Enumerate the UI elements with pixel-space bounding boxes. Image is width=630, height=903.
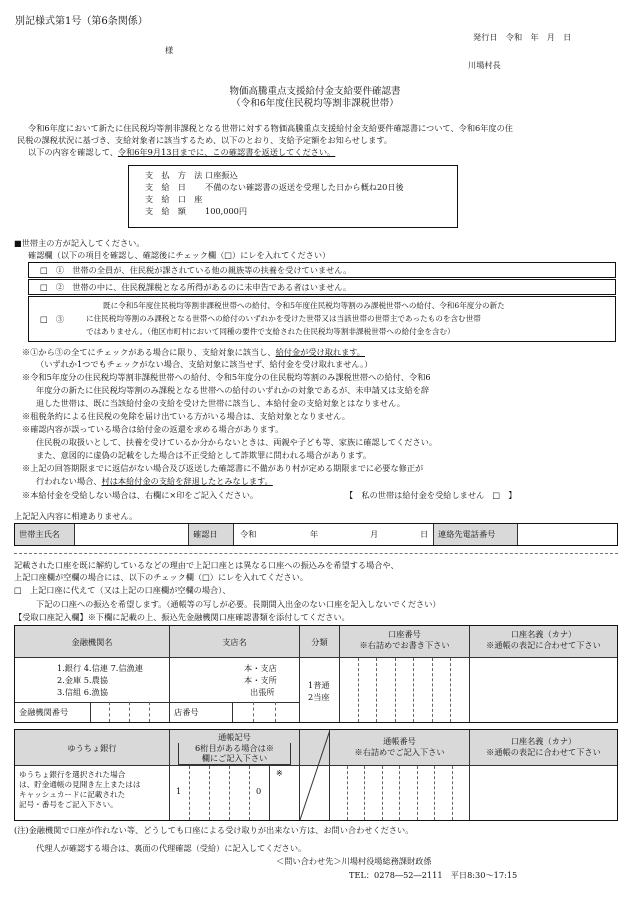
bank-type-line-1: 1.銀行 4.信連 7.信漁連 (57, 663, 143, 673)
page-title: 物価高騰重点支援給付金支給要件確認書 (229, 86, 401, 97)
change-line-1: 記載された口座を既に解約しているなどの理由で上記口座とは異なる口座への振込みを希望する場合や、 (14, 560, 399, 570)
bank-name-cell[interactable] (15, 658, 170, 722)
note-5-line-2: 行われない場合、村は本給付金の支給を辞退したとみなします。 (36, 476, 273, 486)
bank-code-label: 金融機関番号 (19, 707, 69, 717)
account-type-2: 2当座 (308, 692, 330, 702)
footer-contact: ＜問い合わせ先＞川場村役場総務課財政係 (276, 856, 432, 866)
symbol-digit-6: ※ (276, 768, 283, 778)
check-item-3-line-2: に住民税均等割のみ課税となる世帯への給付のいずれかを受けた世帯又は当該世帯の世帯主であったものを含む世帯 (86, 314, 481, 323)
note-6: ※本給付金を受給しない場合は、右欄に×印をご記入ください。 (22, 490, 259, 500)
note-2-line-2: 年度分の新たに住民税均等割のみ課税となる世帯への給付のいずれかの対象であるが、未申請又は支給を辞 (36, 385, 430, 395)
note-1-sub: （いずれか1つでもチェックがない場合、支給対象に該当せず、給付金を受け取れません。） (36, 359, 373, 369)
col-account: 口座番号 ※右詰めでお書き下さい (340, 626, 470, 658)
payment-method-label: 支 払 方 法 (145, 170, 203, 180)
note-2-line-1: ※令和5年度分の住民税均等割非課税世帯への給付、令和5年度分の住民税均等割のみ課税世帯への給付、令和6 (22, 372, 431, 382)
note-5-line-1: ※上記の回答期限までに返信がない場合及び返送した確認書に不備があり村が定める期限までに必要な修正が (22, 463, 424, 473)
household-instruction: 確認欄（以下の項目を確認し、確認後にチェック欄（□）にレを入れてください） (28, 250, 331, 260)
branch-type-1: 本・支店 (244, 663, 277, 673)
note-4-line-3: また、意図的に虚偽の記載をした場合は不正受給として詐欺罪に問われる場合があります。 (36, 450, 372, 460)
household-heading: ■世帯主の方が記入してください。 (14, 238, 145, 248)
intro-line-2: 民税の課税状況に基づき、支給対象者に該当するため、以下のとおり、支給予定額をお知らせします。 (17, 135, 393, 145)
account-type-cell[interactable] (300, 658, 340, 722)
yucho-col-symbol: 通帳記号 6桁目がある場合は※ 欄にご記入下さい (170, 730, 300, 766)
footer-note: (注)金融機関で口座が作れない等、どうしても口座による受け取りが出来ない方は、お問い合わせください。 (14, 825, 414, 835)
check-item-1-text: □ ① 世帯の全員が、住民税が課されている他の親族等の扶養を受けていません。 (40, 265, 352, 275)
bank-type-line-2: 2.金庫 5.農協 (57, 675, 108, 685)
confirm-statement: 上記記入内容に相違ありません。 (14, 511, 138, 521)
confirm-row (14, 523, 618, 546)
day-label: 日 (420, 529, 429, 539)
page-subtitle: （令和6年度住民税均等割非課税世帯） (231, 98, 399, 109)
note-4-line-2: 住民税の取扱いとして、扶養を受けているか分からないときは、両親や子ども等、家族に確認してください。 (36, 437, 438, 447)
intro-deadline: 以下の内容を確認して、令和6年9月13日までに、この確認書を返送してください。 (28, 147, 336, 157)
holder-name-field[interactable] (75, 524, 189, 545)
payment-amount-value: 100,000円 (205, 206, 248, 216)
branch-type-3: 出張所 (250, 687, 275, 697)
col-type: 分類 (300, 626, 340, 658)
diagonal-line (300, 730, 330, 820)
footer-proxy: 代理人が確認する場合は、裏面の代理確認（受給）に記入してください。 (36, 843, 307, 853)
note-4-line-1: ※確認内容が誤っている場合は給付金の返還を求める場合があります。 (22, 424, 284, 434)
account-holder-cell[interactable] (470, 658, 617, 722)
decline-checkbox[interactable]: 【 私の世帯は給付金を受給しません □ 】 (345, 490, 517, 500)
check-item-2-text: □ ② 世帯の中に、住民税課税となる所得があるのに未申告である者はいません。 (40, 282, 352, 292)
yucho-divider (300, 730, 330, 820)
check-item-3-line-1: 既に令和5年度住民税均等割非課税世帯への給付、令和5年度住民税均等割のみ課税世帯への給付、令和6年度分の新た (103, 301, 505, 310)
account-number-cell[interactable] (340, 658, 470, 722)
change-line-3: 下記の口座への振込を希望します。（通帳等の写しが必要。長期間入出金のない口座を記入しないでください） (36, 599, 441, 609)
change-account-checkbox[interactable]: □ 上記口座に代えて（又は上記の口座欄が空欄の場合）、 (14, 585, 231, 595)
confirm-date-field[interactable] (234, 524, 434, 545)
payment-date-value: 不備のない確認書の返送を受理した日から概ね20日後 (205, 182, 404, 192)
month-label: 月 (370, 529, 379, 539)
payment-method-value: 口座振込 (205, 170, 238, 180)
era-label: 令和 (240, 529, 257, 539)
phone-field[interactable] (518, 524, 617, 545)
year-label: 年 (310, 529, 319, 539)
symbol-digit-5: 0 (250, 766, 270, 820)
symbol-digit-1: 1 (170, 766, 190, 820)
note-3: ※租税条約による住民税の免除を届け出ている方がいる場合は、支給対象となりません。 (22, 411, 350, 421)
holder-name-label: 世帯主氏名 (15, 524, 75, 545)
branch-code-boxes[interactable] (232, 702, 300, 722)
yucho-col-name: ゆうちょ銀行 (15, 730, 170, 766)
bank-code-boxes[interactable] (90, 702, 170, 722)
branch-code-label: 店番号 (174, 707, 199, 717)
note-1: ※①から③の全てにチェックがある場合に限り、支給対象に該当し、給付金が受け取れます。 (22, 347, 365, 357)
yucho-col-number: 通帳番号 ※右詰めでご記入下さい (330, 730, 470, 766)
yucho-col-holder: 口座名義（カナ） ※通帳の表記に合わせて下さい (486, 736, 601, 757)
recipient-suffix: 様 (165, 45, 174, 55)
form-number: 別記様式第1号（第6条関係） (15, 16, 148, 27)
confirm-date-label: 確認日 (189, 524, 234, 545)
change-line-4: 【受取口座記入欄】※下欄に記載の上、振込先金融機関口座確認書類を添付してください。 (14, 612, 350, 622)
check-item-3-mark: □ ③ (40, 314, 65, 324)
change-line-2: 上記口座欄が空欄の場合には、以下のチェック欄（□）にレを入れてください。 (14, 572, 309, 582)
issue-date: 発行日 令和 年 月 日 (473, 32, 572, 42)
payment-amount-label: 支 給 額 (145, 206, 186, 216)
col-holder: 口座名義（カナ） ※通帳の表記に合わせて下さい (486, 629, 601, 650)
payment-date-label: 支 給 日 (145, 182, 186, 192)
issuer: 川場村長 (468, 60, 501, 70)
yucho-description: ゆうちょ銀行を選択された場合 は、貯金通帳の見開き左上またはは キャッシュカードに記載された 記号・番号をご記入下さい。 (15, 766, 170, 820)
branch-cell[interactable] (170, 658, 300, 722)
col-branch: 支店名 (170, 626, 300, 658)
note-2-line-3: 退した世帯は、既に当該給付金の支給を受けた世帯に該当し、本給付金の支給対象とはなりません。 (36, 398, 405, 408)
yucho-symbol-cell[interactable] (170, 766, 300, 820)
bank-table (14, 625, 618, 723)
yucho-number-cell[interactable] (330, 766, 470, 820)
check-item-3-line-3: ではありません。（他区市町村において同種の要件で支給された住民税均等割非課税世帯への給付金を含む） (86, 327, 455, 336)
phone-label: 連絡先電話番号 (434, 524, 518, 545)
intro-line-1: 令和6年度において新たに住民税均等割非課税となる世帯に対する物価高騰重点支援給付金支給要件確認書について、令和6年度の住 (28, 123, 513, 133)
separator (14, 553, 618, 554)
payment-account-label: 支 給 口 座 (145, 194, 203, 204)
account-type-1: 1普通 (308, 680, 330, 690)
branch-type-2: 本・支所 (244, 675, 277, 685)
yucho-holder-cell[interactable] (470, 766, 617, 820)
yucho-table (14, 729, 618, 821)
col-bank-name: 金融機関名 (15, 626, 170, 658)
bank-type-line-3: 3.信組 6.漁協 (57, 687, 108, 697)
footer-phone: TEL：0278―52―2111 平日8:30～17:15 (349, 870, 518, 880)
